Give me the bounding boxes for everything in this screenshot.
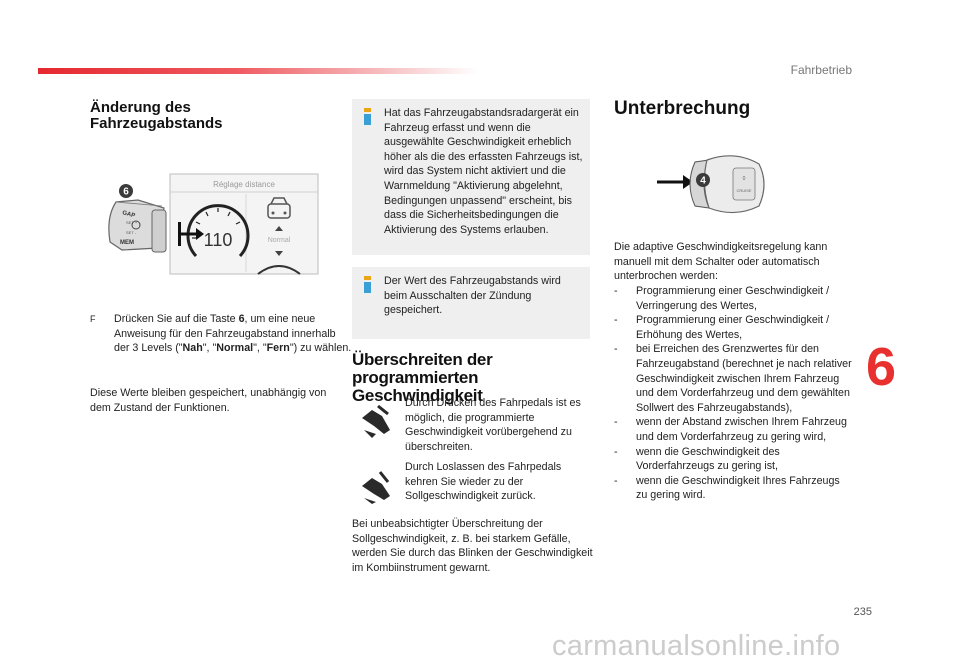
heading-distance-change xyxy=(90,100,330,132)
heading-line: Überschreiten der xyxy=(352,350,493,369)
lever-set-plus-label: SET + xyxy=(126,220,138,225)
level-fern: Fern xyxy=(266,342,290,355)
exceed-item-1: Durch Drücken des Fahrpedals ist es möglich, die programmierte Geschwindigkeit vorübergehend zu überschreiten. xyxy=(405,397,581,453)
heading-line: Fahrzeugabstands xyxy=(90,115,223,132)
info-box-activation xyxy=(352,99,590,255)
gauge-speed-value: 110 xyxy=(203,230,233,250)
list-item: - wenn der Abstand zwischen Ihrem Fahrzeug und dem Vorderfahrzeug zu gering wird, xyxy=(614,415,854,444)
lever-cruise-label: CRUISE xyxy=(736,188,752,193)
key-6-ref: 6 xyxy=(238,313,245,325)
lever-cruise-figure xyxy=(655,144,775,224)
col2-paragraph: Bei unbeabsichtigter Überschreitung der Sollgeschwindigkeit, z. B. bei starkem Gefälle, werden Sie durch das Blinken der Geschwindigkeit im Kombiinstrument gewarnt. xyxy=(352,518,593,574)
heading-line: Änderung des xyxy=(90,99,191,116)
exceed-item-2: Durch Loslassen des Fahrpedals kehren Sie wieder zu der Sollgeschwindigkeit zurück. xyxy=(405,461,562,503)
steering-lever-screen-illustration xyxy=(98,172,326,280)
page-number: 235 xyxy=(853,606,872,618)
interruption-intro: Die adaptive Geschwindigkeitsregelung kann manuell mit dem Schalter oder automatisch unterbrochen werden: xyxy=(614,241,828,283)
header-accent-bar xyxy=(38,68,478,74)
interruption-list xyxy=(614,284,854,503)
bullet-instruction: F Drücken Sie auf die Taste 6, um eine neue Anweisung für den Fahrzeugabstand innerhalb der 3 Levels ("Nah", "Normal", "Fern") zu wählen. xyxy=(90,313,352,355)
lever-set-minus-label: SET - xyxy=(126,230,137,235)
callout-6-number: 6 xyxy=(123,186,129,198)
chapter-number: 6 xyxy=(866,337,897,397)
watermark: carmanualsonline.info xyxy=(552,630,841,662)
section-title: Fahrbetrieb xyxy=(790,63,852,77)
lever-cruise-illustration xyxy=(655,144,775,224)
list-item: - Programmierung einer Geschwindigkeit / Verringerung des Wertes, xyxy=(614,284,854,313)
list-item: - Programmierung einer Geschwindigkeit / Erhöhung des Wertes, xyxy=(614,313,854,342)
list-item: - bei Erreichen des Grenzwertes für den Fahrzeugabstand (berechnet je nach relativer Geschwindigkeit zwischen Ihrem Fahrzeug und dem Vorderfahrzeug und dem gewählten Sollwert des Fahrzeugabstands), xyxy=(614,342,854,415)
info-box-memory xyxy=(352,267,590,339)
bullet-marker: F xyxy=(90,314,96,324)
screen-title: Réglage distance xyxy=(213,180,275,189)
col1-paragraph: Diese Werte bleiben gespeichert, unabhängig von dem Zustand der Funktionen. xyxy=(90,387,327,414)
heading-line: programmierten Geschwindigkeit xyxy=(352,368,483,405)
list-item: - wenn die Geschwindigkeit des Vorderfahrzeugs zu gering ist, xyxy=(614,445,854,474)
instrument-screen xyxy=(170,174,318,274)
info-box-text: Der Wert des Fahrzeugabstands wird beim Ausschalten der Zündung gespeichert. xyxy=(384,275,561,317)
info-icon xyxy=(363,108,372,125)
screen-mode-label: Normal xyxy=(267,237,291,244)
heading-interruption: Unterbrechung xyxy=(614,98,751,119)
lever-zero-label: 0 xyxy=(742,176,746,182)
lever-mem-label: MEM xyxy=(120,240,134,246)
distance-setting-figure xyxy=(98,172,326,280)
level-nah: Nah xyxy=(182,342,203,355)
level-normal: Normal xyxy=(216,342,254,355)
list-item: - wenn die Geschwindigkeit Ihres Fahrzeugs zu gering wird. xyxy=(614,474,854,503)
info-box-text: Hat das Fahrzeugabstandsradargerät ein Fahrzeug erfasst und wenn die ausgewählte Geschwindigkeit erheblich höher als die des erfassten Fahrzeugs ist, wird das System nicht aktiviert und die Warnmeldung "Aktivierung abgelehnt, Bedingungen unpassend" erscheint, bis dass die Sicherheitsbedingungen die Aktivierung des Systems erlauben. xyxy=(384,107,583,236)
foot-release-pedal-icon xyxy=(358,470,394,504)
lever-gap-label: GAP xyxy=(121,210,136,220)
info-icon xyxy=(363,276,372,293)
foot-press-pedal-icon xyxy=(358,404,394,438)
callout-4-number: 4 xyxy=(700,175,706,187)
